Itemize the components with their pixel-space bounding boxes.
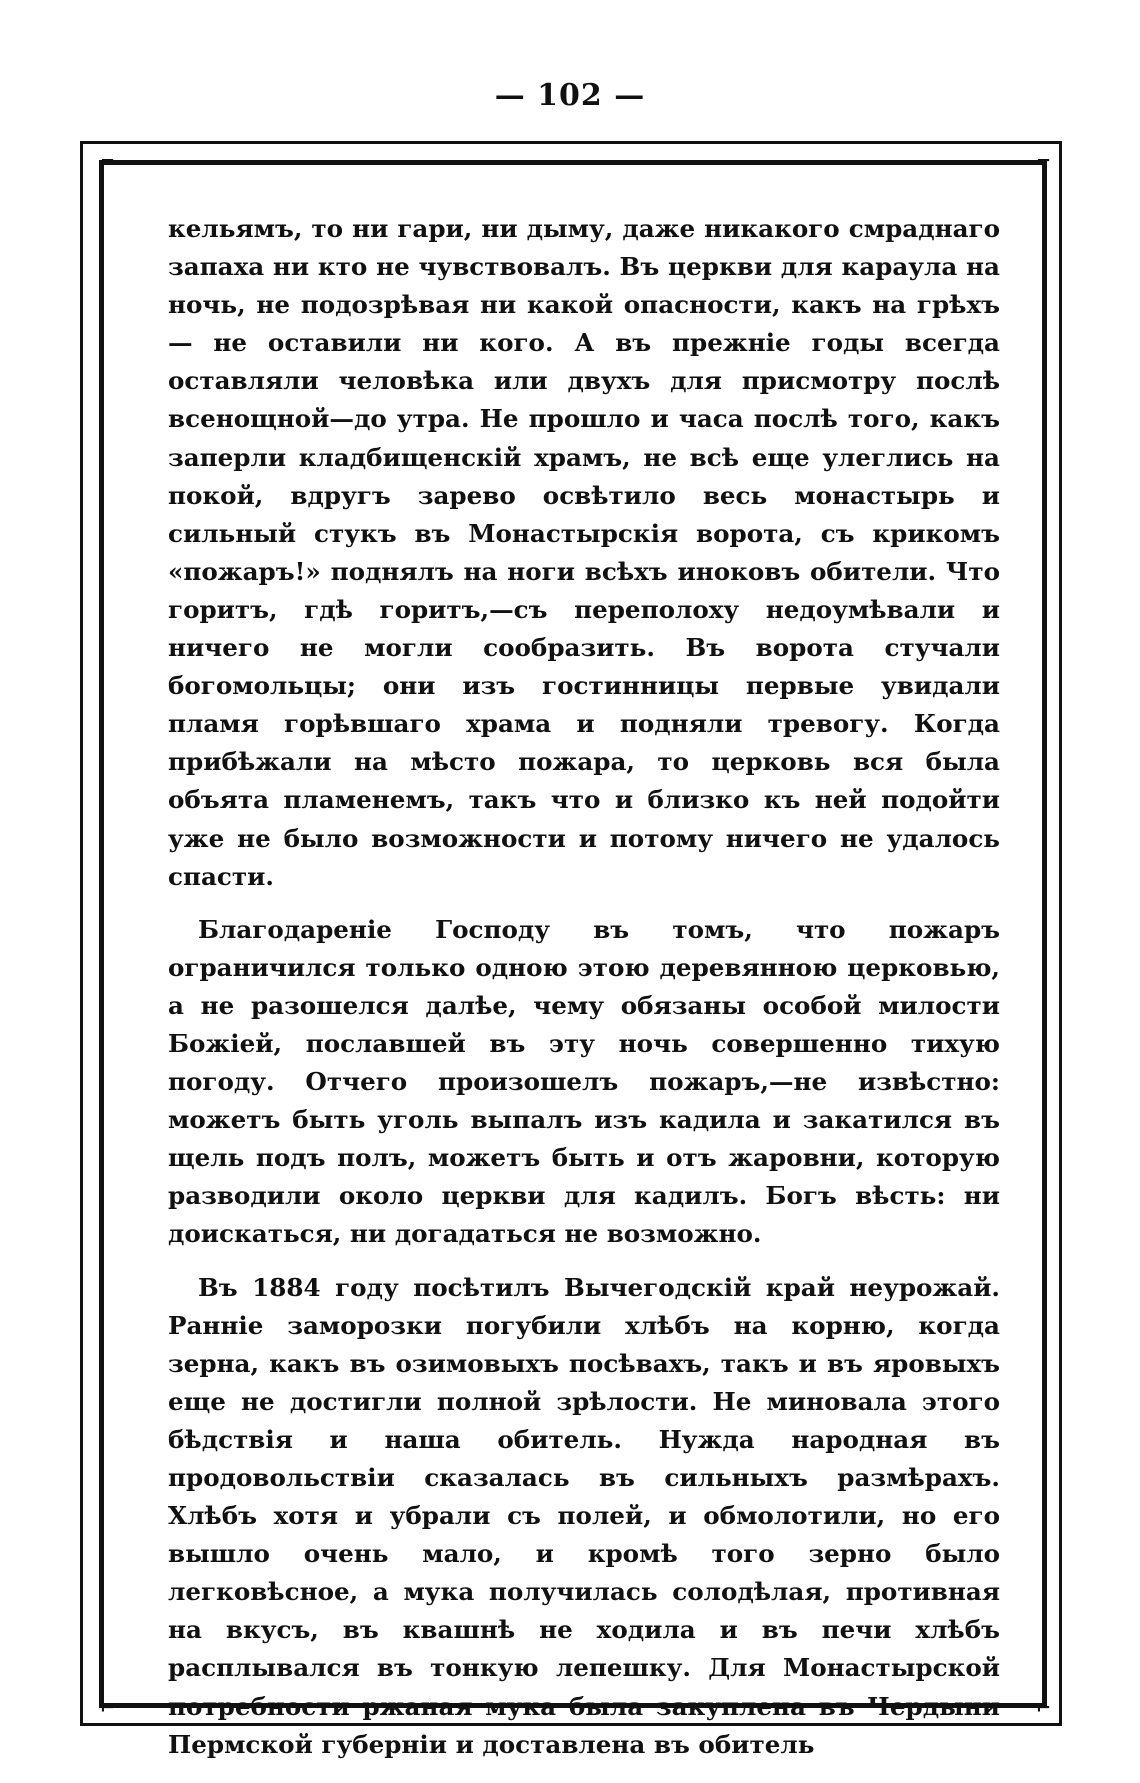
corner-ornament-icon: ⌐ bbox=[100, 1698, 116, 1719]
corner-ornament-icon: ⌐ bbox=[100, 151, 116, 172]
page-number: — 102 — bbox=[494, 78, 646, 113]
paragraph: Въ 1884 году посѣтилъ Вычегодскій край неурожай. Ранніе заморозки погубили хлѣбъ на корню, когда зерна, какъ въ озимовыхъ посѣвахъ, такъ и въ яровыхъ еще не достигли полной зрѣлости. Не миновала этого бѣдствія и наша обитель. Нужда народная въ продовольствіи сказалась въ сильныхъ размѣрахъ. Хлѣбъ хотя и убрали съ полей, и обмолотили, но его вышло очень мало, и кромѣ того зерно было легковѣсное, а мука получилась солодѣлая, противная на вкусъ, въ квашнѣ не ходила и въ печи хлѣбъ расплывался въ тонкую лепешку. Для Монастырской потребности ржаная мука была закуплена въ Чердыни Пермской губерніи и доставлена въ обитель bbox=[168, 1272, 1000, 1759]
paragraph: кельямъ, то ни гари, ни дыму, даже никакого смраднаго запаха ни кто не чувствовалъ. Въ церкви для караула на ночь, не подозрѣвая ни какой опасности, какъ на грѣхъ— не оставили ни кого. А въ прежніе годы всегда оставляли человѣка или двухъ для присмотру послѣ всенощной—до утра. Не прошло и часа послѣ того, какъ заперли кладбищенскій храмъ, не всѣ еще улеглись на покой, вдругъ зарево освѣтило весь монастырь и сильный стукъ въ Монастырскія ворота, съ крикомъ «пожаръ!» поднялъ на ноги всѣхъ иноковъ обители. Что горитъ, гдѣ горитъ,—съ переполоху недоумѣвали и ничего не могли сообразить. Въ ворота стучали богомольцы; они изъ гостинницы первые увидали пламя горѣвшаго храма и подняли тревогу. Когда прибѣжали на мѣсто пожара, то церковь вся была объята пламенемъ, такъ что и близко къ ней подойти уже не было возможности и потому ничего не удалось спасти. bbox=[168, 214, 1000, 891]
corner-ornament-icon: ⌐ bbox=[1036, 1698, 1052, 1719]
corner-ornament-icon: ⌐ bbox=[1036, 151, 1052, 172]
body-text bbox=[168, 210, 1000, 1759]
paragraph: Благодареніе Господу въ томъ, что пожаръ ограничился только одною этою деревянною церковью, а не разошелся далѣе, чему обязаны особой милости Божіей, пославшей въ эту ночь совершенно тихую погоду. Отчего произошелъ пожаръ,—не извѣстно: можетъ быть уголь выпалъ изъ кадила и закатился въ щель подъ полъ, можетъ быть и отъ жаровни, которую разводили около церкви для кадилъ. Богъ вѣсть: ни доискаться, ни догадаться не возможно. bbox=[168, 914, 1000, 1249]
